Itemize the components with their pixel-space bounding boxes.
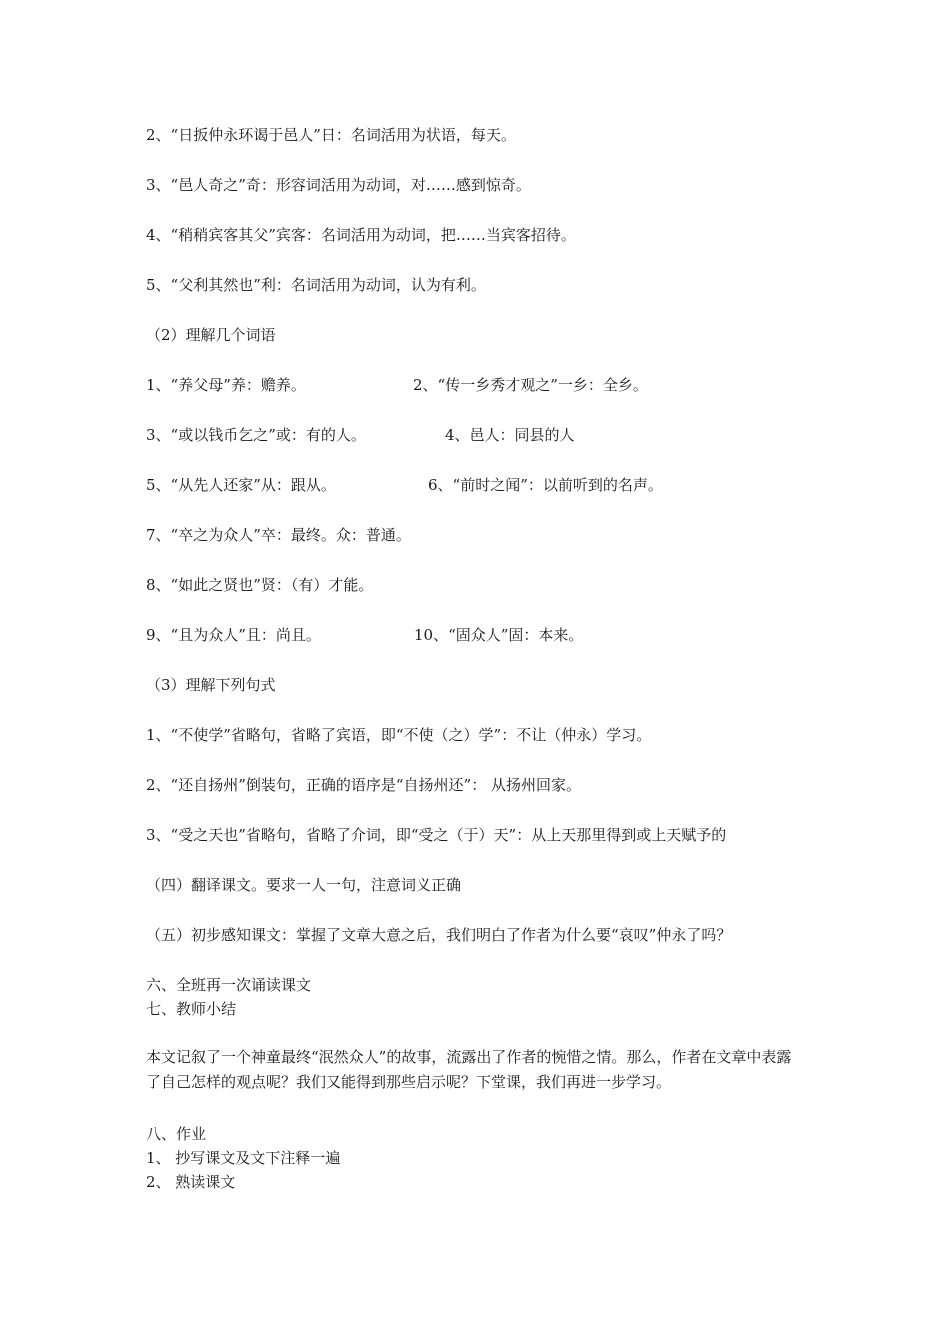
- vocab-item: 1、“养父母”养：赡养。: [146, 376, 306, 394]
- vocab-item: 5、“从先人还家”从：跟从。: [146, 476, 336, 494]
- section-heading: （四）翻译课文。要求一人一句，注意词义正确: [146, 876, 462, 894]
- summary-paragraph: 本文记叙了一个神童最终“泯然众人”的故事，流露出了作者的惋惜之情。那么，作者在文章中表露了自己怎样的观点呢？我们又能得到那些启示呢？下堂课，我们再进一步学习。: [146, 1048, 792, 1091]
- section-heading: 八、作业: [146, 1125, 207, 1143]
- vocab-item: 4、邑人：同县的人: [445, 426, 575, 444]
- vocab-item: 3、“或以钱币乞之”或：有的人。: [146, 426, 366, 444]
- homework-item: 2、 熟读课文: [146, 1173, 236, 1191]
- vocab-item: 2、“传一乡秀才观之”一乡：全乡。: [413, 376, 648, 394]
- section-heading: 六、全班再一次诵读课文: [146, 976, 312, 994]
- vocab-item: 9、“且为众人”且：尚且。: [146, 626, 321, 644]
- vocab-item: 10、“固众人”固：本来。: [414, 626, 584, 644]
- vocab-item: 6、“前时之闻”：以前听到的名声。: [428, 476, 663, 494]
- vocab-item: 7、“卒之为众人”卒：最终。众：普通。: [146, 526, 411, 544]
- text-line: 3、“受之天也”省略句，省略了介词，即“受之（于）天”：从上天那里得到或上天赋予的: [146, 826, 727, 844]
- homework-item: 1、 抄写课文及文下注释一遍: [146, 1149, 341, 1167]
- section-heading: （五）初步感知课文：掌握了文章大意之后，我们明白了作者为什么要“哀叹”仲永了吗？: [146, 926, 732, 944]
- text-line: 2、“日扳仲永环谒于邑人”日：名词活用为状语，每天。: [146, 126, 516, 144]
- text-line: 1、“不使学”省略句，省略了宾语，即“不使（之）学”：不让（仲永）学习。: [146, 726, 652, 744]
- text-line: 3、“邑人奇之”奇：形容词活用为动词，对……感到惊奇。: [146, 176, 531, 194]
- section-heading: （2）理解几个词语: [146, 326, 276, 344]
- section-heading: 七、教师小结: [146, 1000, 237, 1018]
- text-line: 2、“还自扬州”倒装句，正确的语序是“自扬州还”： 从扬州回家。: [146, 776, 581, 794]
- text-line: 4、“稍稍宾客其父”宾客：名词活用为动词，把……当宾客招待。: [146, 226, 576, 244]
- text-line: 5、“父利其然也”利：名词活用为动词，认为有利。: [146, 276, 486, 294]
- vocab-item: 8、“如此之贤也”贤：（有）才能。: [146, 576, 374, 594]
- section-heading: （3）理解下列句式: [146, 676, 276, 694]
